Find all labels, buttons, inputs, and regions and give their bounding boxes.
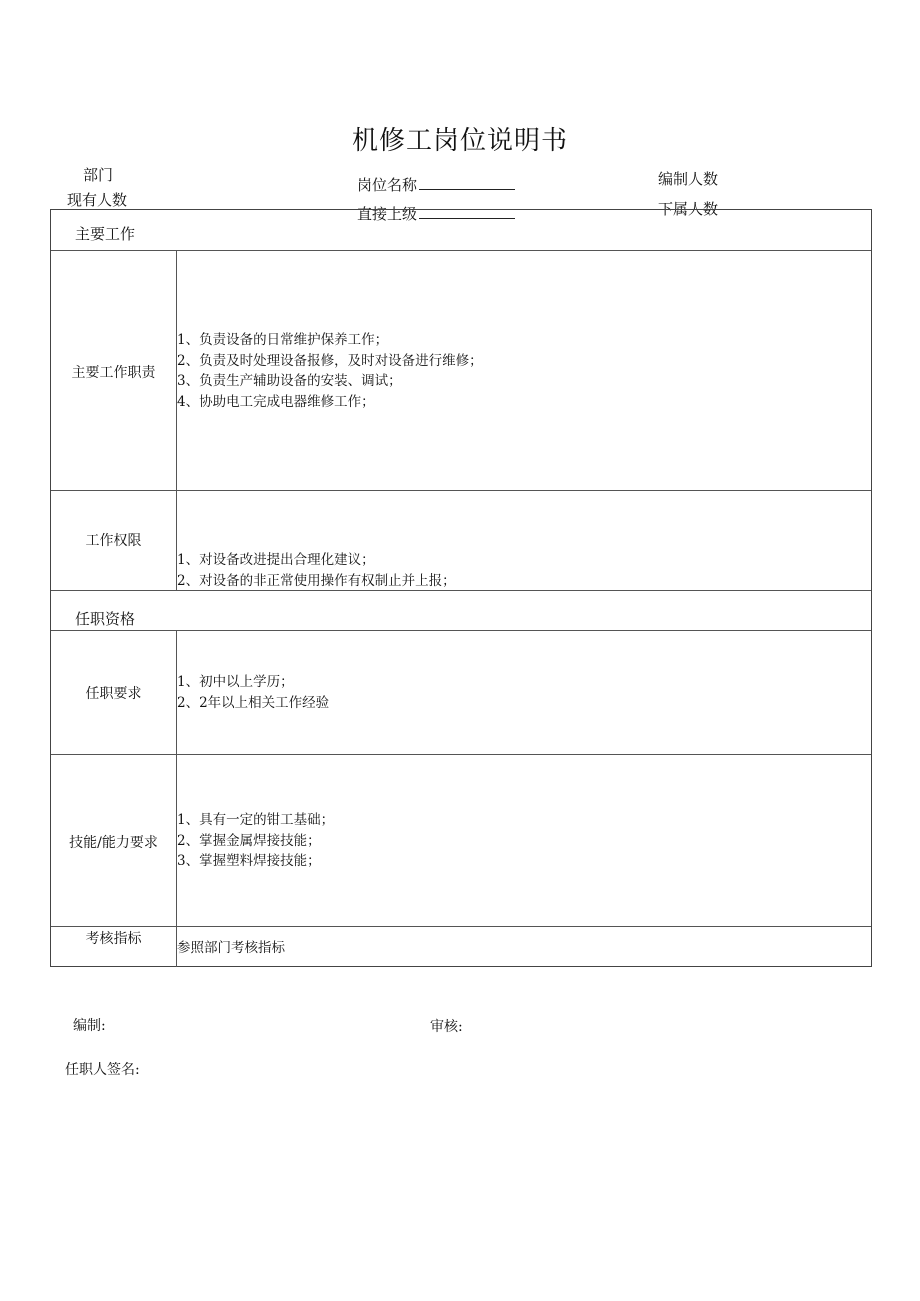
- list-item: 2、负责及时处理设备报修，及时对设备进行维修；: [177, 352, 483, 369]
- list-item: 2、2年以上相关工作经验: [177, 694, 330, 711]
- divider: [51, 490, 871, 491]
- headcount-label: 现有人数: [67, 191, 128, 209]
- list-item: 1、对设备改进提出合理化建议；: [177, 552, 375, 568]
- job-description-table: [50, 209, 872, 967]
- list-item: 3、负责生产辅助设备的安装、调试；: [177, 373, 402, 389]
- position-name-blank: [419, 175, 515, 190]
- kpi-value: [177, 938, 285, 959]
- page-title: 机修工岗位说明书: [351, 126, 568, 156]
- subordinates-label: 下属人数: [658, 200, 719, 218]
- position-name-field: [357, 174, 515, 195]
- list-item: 1、负责设备的日常维护保养工作；: [177, 332, 389, 348]
- kpi-label: 考核指标: [85, 931, 142, 947]
- section-main-work: 主要工作: [75, 225, 136, 243]
- skills-label: 技能/能力要求: [69, 835, 158, 851]
- requirements-list: [177, 672, 329, 713]
- list-item: 1、初中以上学历；: [177, 674, 294, 690]
- list-item: 2、掌握金属焊接技能；: [177, 832, 321, 849]
- divider: [51, 926, 871, 927]
- skills-list: [177, 810, 334, 872]
- list-item: 1、具有一定的钳工基础；: [177, 812, 335, 828]
- position-name-label: 岗位名称: [357, 176, 418, 194]
- quota-label: 编制人数: [658, 170, 719, 188]
- kpi-value-text: 参照部门考核指标: [177, 940, 285, 956]
- authority-label: 工作权限: [85, 533, 142, 549]
- signature-label: 任职人签名:: [65, 1062, 140, 1078]
- divider: [51, 630, 871, 631]
- authority-list: [177, 550, 456, 591]
- reviewed-by-label: 审核:: [430, 1019, 463, 1035]
- duties-label: 主要工作职责: [71, 365, 156, 381]
- list-item: 3、掌握塑料焊接技能；: [177, 853, 321, 869]
- section-qualifications: 任职资格: [75, 610, 136, 628]
- dept-label: 部门: [83, 166, 114, 184]
- supervisor-label: 直接上级: [357, 205, 418, 223]
- divider: [51, 250, 871, 251]
- duties-list: [177, 330, 483, 412]
- requirements-label: 任职要求: [85, 686, 142, 702]
- divider: [51, 754, 871, 755]
- divider: [51, 590, 871, 591]
- compiled-by-label: 编制:: [73, 1018, 106, 1034]
- list-item: 2、对设备的非正常使用操作有权制止并上报；: [177, 572, 456, 589]
- list-item: 4、协助电工完成电器维修工作；: [177, 393, 375, 410]
